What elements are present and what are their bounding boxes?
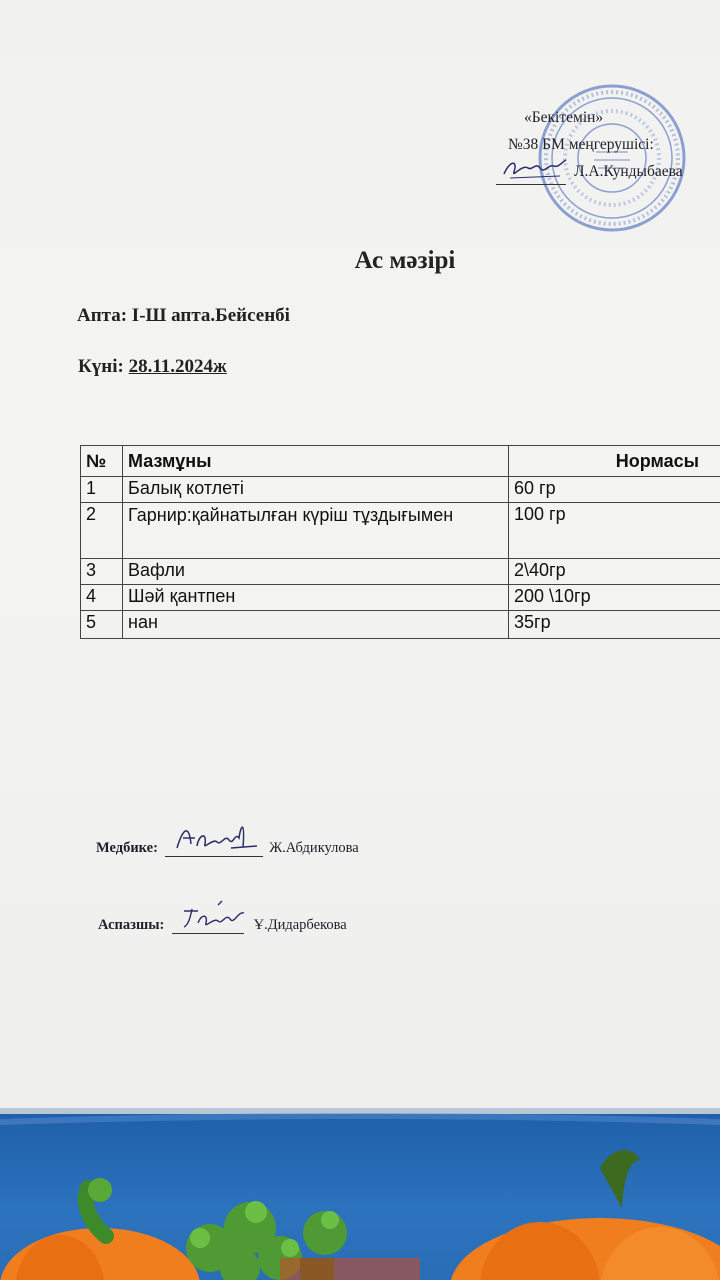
handwritten-signature-icon (178, 899, 250, 933)
medic-signature-line (165, 836, 263, 857)
row-number: 2 (81, 503, 123, 559)
table-row (81, 477, 720, 503)
date-line (78, 356, 227, 378)
cook-signature-row (98, 913, 347, 934)
handwritten-signature-icon (500, 156, 570, 182)
approval-signature-row (496, 158, 720, 185)
page-title: Ас мәзірі (354, 247, 456, 274)
cook-name: Ұ.Дидарбекова (253, 917, 347, 933)
date-value: 28.11.2024ж (128, 356, 227, 377)
row-number: 3 (81, 559, 123, 585)
row-norm: 2\40гр (509, 559, 720, 585)
header-norm: Нормасы (509, 446, 720, 477)
medic-name: Ж.Абдикулова (269, 840, 359, 856)
medic-signature-row (96, 836, 359, 857)
approval-heading: «Бекітемін» (524, 109, 604, 126)
week-line: Апта: І-Ш апта.Бейсенбі (77, 305, 290, 326)
approval-position: №38 БМ меңгерушісі: (508, 136, 654, 153)
row-number: 5 (81, 611, 123, 639)
pumpkins-illustration-icon (0, 1108, 720, 1280)
row-dish: Шәй қантпен (123, 585, 509, 611)
approval-name: Л.А.Кундыбаева (574, 163, 683, 180)
table-row (81, 611, 720, 639)
table-row (81, 503, 720, 559)
approval-block (496, 104, 720, 185)
row-norm: 35гр (509, 611, 720, 639)
cook-label: Аспазшы: (98, 917, 165, 933)
row-norm: 200 \10гр (509, 585, 720, 611)
row-dish: Гарнир:қайнатылған күріш тұздығымен (123, 503, 509, 559)
row-dish: Балық котлеті (123, 477, 509, 503)
table-row (81, 585, 720, 611)
table-row (81, 559, 720, 585)
row-norm: 100 гр (509, 503, 720, 559)
header-content: Мазмұны (123, 446, 509, 477)
handwritten-signature-icon (173, 818, 271, 858)
cook-signature-line (172, 913, 244, 934)
approval-signature-line (496, 166, 566, 185)
row-dish: Вафли (123, 559, 509, 585)
header-number: № (81, 446, 123, 477)
row-number: 4 (81, 585, 123, 611)
row-dish: нан (123, 611, 509, 639)
row-norm: 60 гр (509, 477, 720, 503)
background-poster (0, 1108, 720, 1280)
medic-label: Медбике: (96, 840, 158, 856)
table-header-row (81, 446, 720, 477)
row-number: 1 (81, 477, 123, 503)
menu-table (80, 445, 720, 639)
date-label: Күні: (78, 356, 129, 377)
